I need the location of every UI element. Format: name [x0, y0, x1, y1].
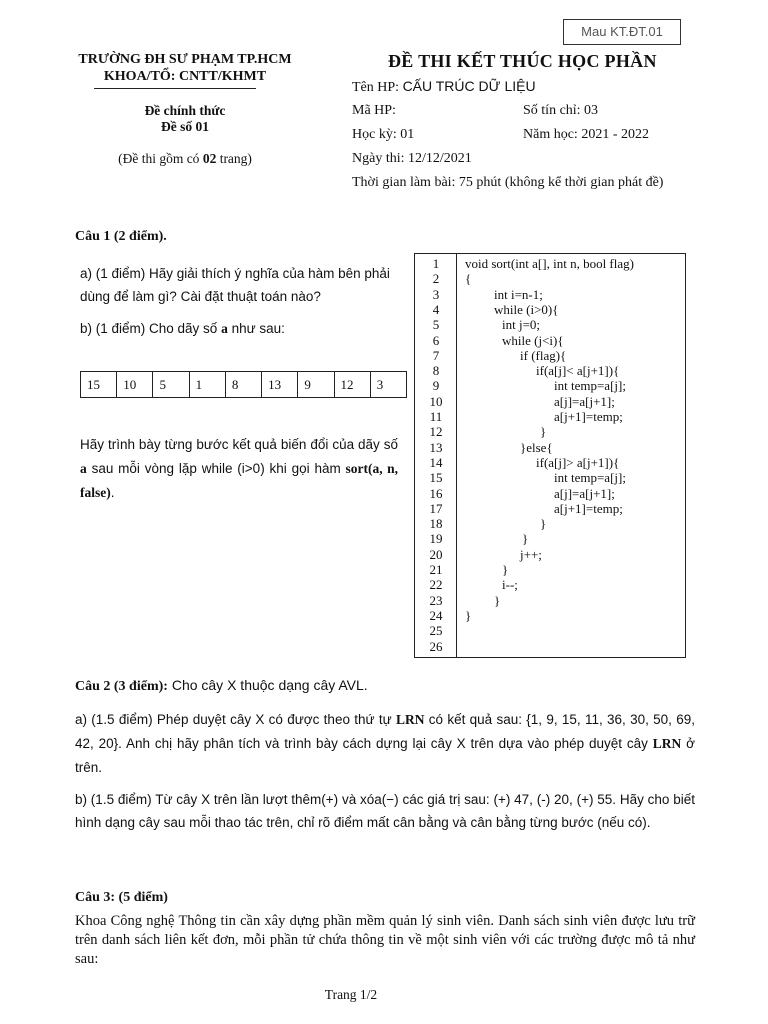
code-line: } [494, 592, 501, 608]
code-line: i--; [502, 577, 518, 593]
school-year: Năm học: 2021 - 2022 [523, 127, 649, 142]
array-table [80, 371, 407, 398]
code-line: if(a[j]> a[j+1]){ [536, 454, 620, 470]
line-number: 6 [432, 332, 440, 348]
array-cell: 1 [189, 372, 225, 398]
line-number: 23 [429, 592, 443, 608]
exam-title: ĐỀ THI KẾT THÚC HỌC PHẦN [388, 51, 657, 71]
code-line: while (j<i){ [502, 332, 564, 348]
page-count-note: (Đề thi gồm có 02 trang) [118, 151, 252, 166]
code-line: a[j]=a[j+1]; [554, 485, 615, 501]
array-cell: 8 [225, 372, 261, 398]
line-number: 10 [429, 393, 443, 409]
array-cell: 5 [153, 372, 189, 398]
official-label: Đề chính thức [144, 103, 226, 118]
page-number: Trang 1/2 [324, 987, 378, 1002]
question-3-heading: Câu 3: (5 điểm) [75, 890, 168, 905]
array-cell: 15 [81, 372, 117, 398]
code-line: if(a[j]< a[j+1]){ [536, 363, 620, 379]
question-1a: a) (1 điểm) Hãy giải thích ý nghĩa của hàm bên phải dùng để làm gì? Cài đặt thuật toán nào? [80, 266, 390, 304]
code-line: } [540, 424, 547, 440]
question-1b: b) (1 điểm) Cho dãy số a như sau: [80, 321, 285, 336]
line-number: 19 [429, 531, 443, 547]
line-number: 8 [432, 363, 440, 379]
code-listing [414, 253, 686, 658]
code-line: while (i>0){ [494, 301, 559, 317]
line-number: 15 [429, 470, 443, 486]
line-number: 1 [432, 256, 440, 271]
credits: Số tín chỉ: 03 [523, 103, 599, 118]
code-line: a[j]=a[j+1]; [554, 393, 615, 409]
question-2b: b) (1.5 điểm) Từ cây X trên lần lượt thêm(+) và xóa(−) các giá trị sau: (+) 47, (-) 20, (+) 55. Hãy cho biết hình dạng cây sau mỗi thao tác trên, chỉ rõ điểm mất cân bằng và cân bằng từng bước (nếu có). [75, 792, 695, 830]
code-line: a[j+1]=temp; [554, 409, 623, 424]
array-cell: 12 [334, 372, 370, 398]
line-number: 3 [432, 286, 440, 302]
subject-line: Tên HP: CẤU TRÚC DỮ LIỆU [352, 78, 536, 95]
term: Học kỳ: 01 [352, 127, 415, 142]
exam-date: Ngày thi: 12/12/2021 [352, 151, 472, 166]
code-line: int i=n-1; [494, 286, 543, 302]
school-name: TRƯỜNG ĐH SƯ PHẠM TP.HCM [78, 52, 292, 67]
faculty-underline [94, 88, 256, 89]
code-line: int temp=a[j]; [554, 470, 626, 486]
code-line: if (flag){ [520, 347, 567, 363]
line-number: 16 [429, 485, 443, 501]
code-line: int j=0; [502, 317, 541, 333]
array-cell: 3 [370, 372, 406, 398]
code-line: } [465, 607, 472, 623]
code-line: }else{ [520, 439, 553, 455]
question-2a: a) (1.5 điểm) Phép duyệt cây X có được theo thứ tự LRN có kết quả sau: {1, 9, 15, 11, 36, 30, 50, 69, 42, 20}. Anh chị hãy phân tích và trình bày cách dựng lại cây X trên dựa vào phép duyệt cây LRN ở trên. [75, 712, 695, 775]
question-2-heading: Câu 2 (3 điểm): Cho cây X thuộc dạng cây AVL. [75, 677, 368, 694]
line-number: 7 [432, 347, 440, 363]
line-number: 14 [429, 454, 443, 470]
exam-number: Đề số 01 [161, 119, 209, 134]
line-number: 17 [429, 500, 443, 516]
code-line: int temp=a[j]; [554, 378, 626, 394]
course-code: Mã HP: [352, 103, 396, 118]
code-line: a[j+1]=temp; [554, 500, 623, 516]
question-1b-detail: Hãy trình bày từng bước kết quả biến đổi của dãy số a sau mỗi vòng lặp while (i>0) khi gọi hàm sort(a, n, false). [80, 437, 398, 500]
line-number: 9 [432, 378, 440, 394]
exam-duration: Thời gian làm bài: 75 phút (không kể thời gian phát đề) [352, 175, 664, 190]
code-line: void sort(int a[], int n, bool flag) [465, 256, 634, 271]
line-number: 4 [432, 301, 440, 317]
line-number: 26 [429, 638, 443, 654]
line-number: 21 [429, 562, 443, 577]
line-number: 22 [429, 577, 443, 593]
line-number: 11 [429, 409, 443, 424]
question-3-body: Khoa Công nghệ Thông tin cần xây dựng phần mềm quản lý sinh viên. Danh sách sinh viên được lưu trữ trên danh sách liên kết đơn, mỗi phần tử chứa thông tin về một sinh viên với các trường được mô tả như sau: [75, 913, 695, 967]
line-number: 25 [429, 623, 443, 639]
array-cell: 10 [117, 372, 153, 398]
faculty-name: KHOA/TỔ: CNTT/KHMT [103, 69, 267, 84]
code-line: } [522, 531, 529, 547]
form-code-box: Mau KT.ĐT.01 [563, 19, 681, 45]
code-line: j++; [520, 546, 542, 562]
line-number: 24 [429, 607, 443, 623]
array-cell: 9 [298, 372, 334, 398]
line-number: 2 [432, 271, 440, 287]
line-number: 5 [432, 317, 440, 333]
line-number: 13 [429, 439, 443, 455]
array-cell: 13 [262, 372, 298, 398]
line-number: 20 [429, 546, 443, 562]
line-number-gutter [415, 254, 457, 657]
code-line: } [502, 562, 509, 577]
line-number: 18 [429, 516, 443, 532]
line-number: 12 [429, 424, 443, 440]
code-line: } [540, 516, 547, 532]
question-1-heading: Câu 1 (2 điểm). [75, 229, 167, 244]
code-line: { [465, 271, 472, 287]
